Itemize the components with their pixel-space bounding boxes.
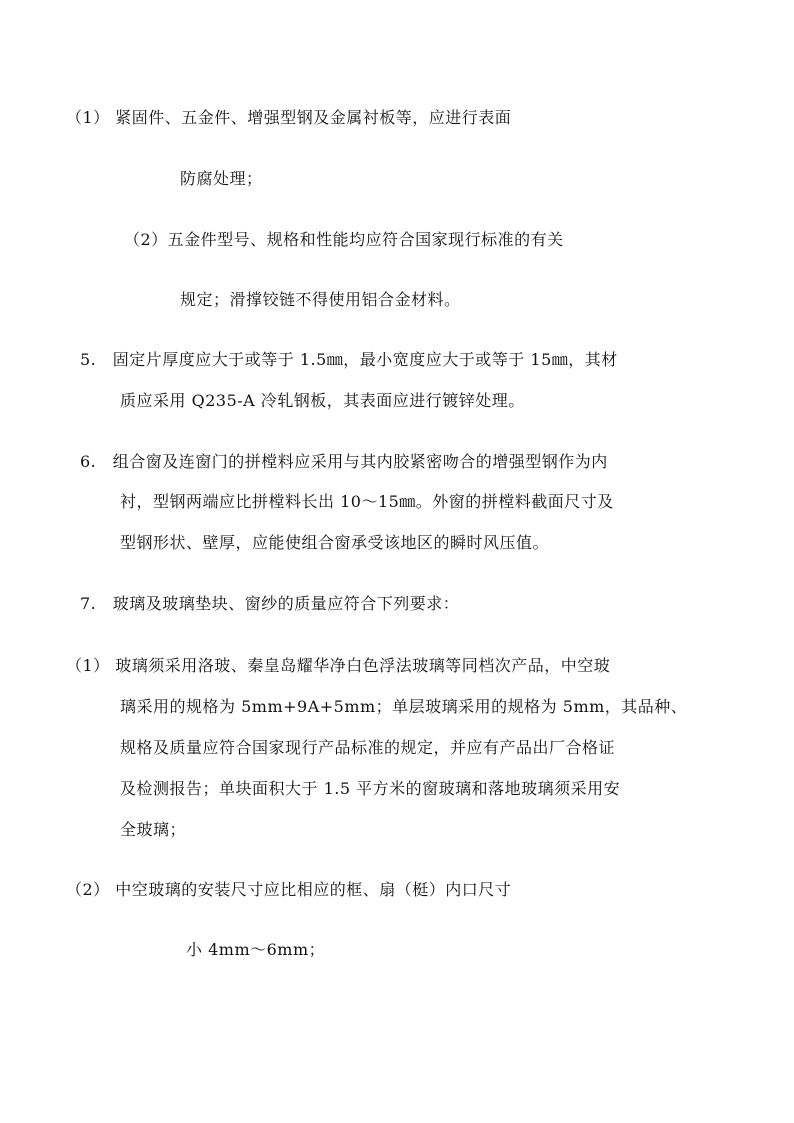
text-line: （2） 中空玻璃的安装尺寸应比相应的框、扇（梃）内口尺寸 bbox=[66, 880, 512, 899]
text-line: 小 4mm～6mm； bbox=[186, 940, 326, 959]
text-line: （1） 玻璃须采用洛玻、秦皇岛耀华净白色浮法玻璃等同档次产品，中空玻 bbox=[66, 656, 611, 675]
text-line: 规格及质量应符合国家现行产品标准的规定，并应有产品出厂合格证 bbox=[120, 738, 616, 757]
text-line: 质应采用 Q235-A 冷轧钢板，其表面应进行镀锌处理。 bbox=[120, 391, 525, 410]
text-line: （2）五金件型号、规格和性能均应符合国家现行标准的有关 bbox=[124, 230, 564, 249]
text-line: 5. 固定片厚度应大于或等于 1.5㎜，最小宽度应大于或等于 15㎜，其材 bbox=[80, 350, 618, 369]
text-line: 型钢形状、壁厚，应能使组合窗承受该地区的瞬时风压值。 bbox=[120, 533, 550, 552]
text-line: 6. 组合窗及连窗门的拼樘料应采用与其内胶紧密吻合的增强型钢作为内 bbox=[80, 452, 608, 471]
text-line: 全玻璃； bbox=[120, 820, 187, 839]
text-line: （1） 紧固件、五金件、增强型钢及金属衬板等，应进行表面 bbox=[66, 108, 512, 127]
text-line: 衬，型钢两端应比拼樘料长出 10～15㎜。外窗的拼樘料截面尺寸及 bbox=[120, 492, 614, 511]
text-line: 防腐处理； bbox=[180, 169, 263, 188]
text-line: 璃采用的规格为 5mm+9A+5mm；单层玻璃采用的规格为 5mm，其品种、 bbox=[120, 697, 688, 716]
text-line: 7. 玻璃及玻璃垫块、窗纱的质量应符合下列要求： bbox=[80, 594, 460, 613]
text-line: 及检测报告；单块面积大于 1.5 平方米的窗玻璃和落地玻璃须采用安 bbox=[120, 779, 621, 798]
text-line: 规定；滑撑铰链不得使用铝合金材料。 bbox=[180, 290, 461, 309]
